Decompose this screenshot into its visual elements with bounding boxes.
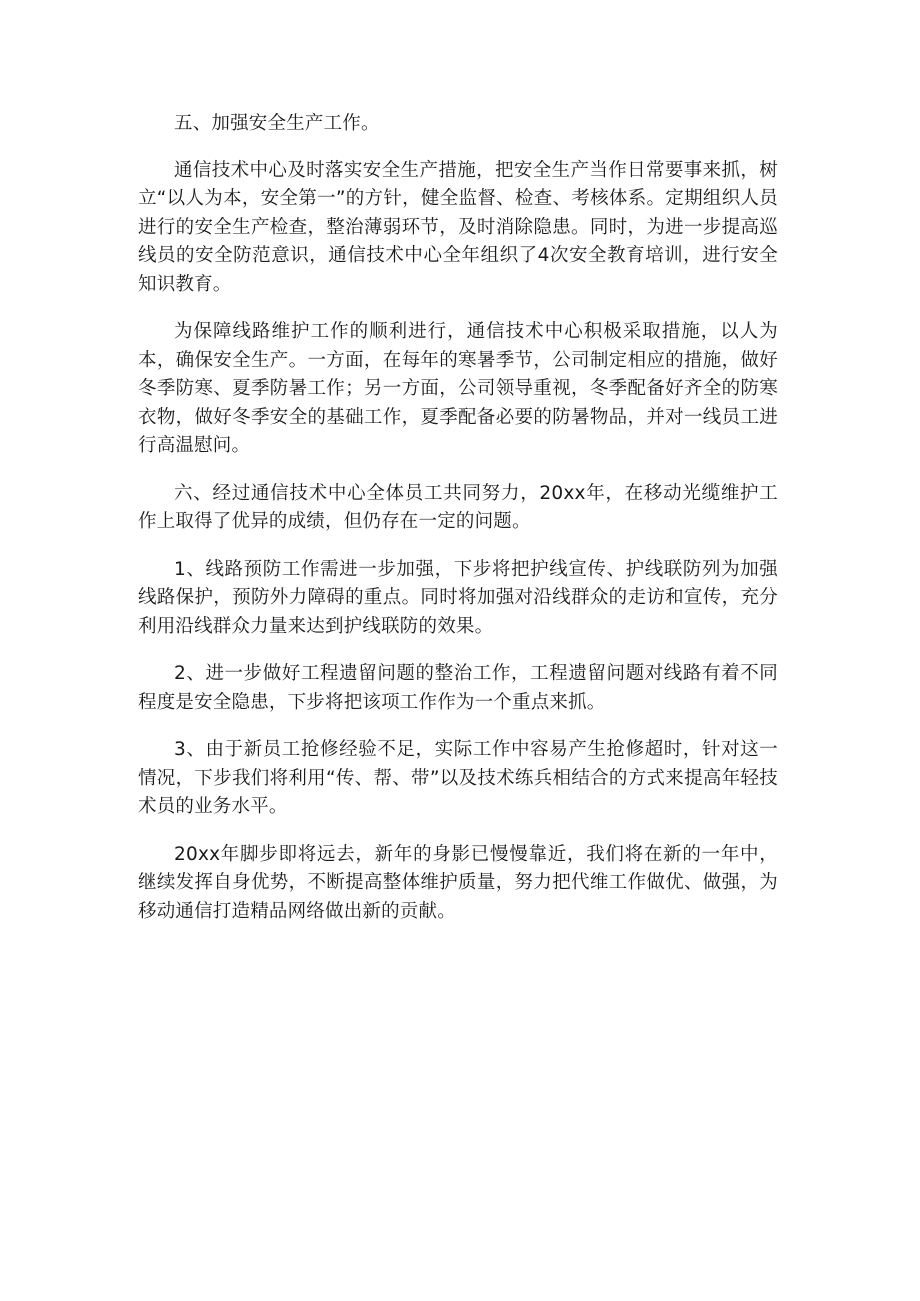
- paragraph-conclusion: 20xx年脚步即将远去，新年的身影已慢慢靠近，我们将在新的一年中，继续发挥自身优势，不断提高整体维护质量，努力把代维工作做优、做强，为移动通信打造精品网络做出新的贡献。: [138, 843, 778, 922]
- paragraph-safety-measures: 通信技术中心及时落实安全生产措施，把安全生产当作日常要事来抓，树立“以人为本，安全第一”的方针，健全监督、检查、考核体系。定期组织人员进行的安全生产检查，整治薄弱环节，及时消除隐患。同时，为进一步提高巡线员的安全防范意识，通信技术中心全年组织了4次安全教育培训，进行安全知识教育。: [138, 159, 778, 295]
- list-item-problem-2: 2、进一步做好工程遗留问题的整治工作，工程遗留问题对线路有着不同程度是安全隐患，下步将把该项工作作为一个重点来抓。: [138, 663, 778, 713]
- paragraph-line-maintenance: 为保障线路维护工作的顺利进行，通信技术中心积极采取措施，以人为本，确保安全生产。一方面，在每年的寒暑季节，公司制定相应的措施，做好冬季防寒、夏季防暑工作；另一方面，公司领导重视，冬季配备好齐全的防寒衣物，做好冬季安全的基础工作，夏季配备必要的防暑物品，并对一线员工进行高温慰问。: [138, 321, 778, 456]
- section-heading-safety: 五、加强安全生产工作。: [174, 113, 380, 134]
- list-item-problem-3: 3、由于新员工抢修经验不足，实际工作中容易产生抢修超时，针对这一情况，下步我们将利用“传、帮、带”以及技术练兵相结合的方式来提高年轻技术员的业务水平。: [138, 739, 778, 817]
- document-body: [138, 110, 778, 945]
- list-item-problem-1: 1、线路预防工作需进一步加强，下步将把护线宣传、护线联防列为加强线路保护，预防外力障碍的重点。同时将加强对沿线群众的走访和宣传，充分利用沿线群众力量来达到护线联防的效果。: [138, 558, 778, 637]
- section-heading-problems: 六、经过通信技术中心全体员工共同努力，20xx年，在移动光缆维护工作上取得了优异的成绩，但仍存在一定的问题。: [138, 482, 778, 532]
